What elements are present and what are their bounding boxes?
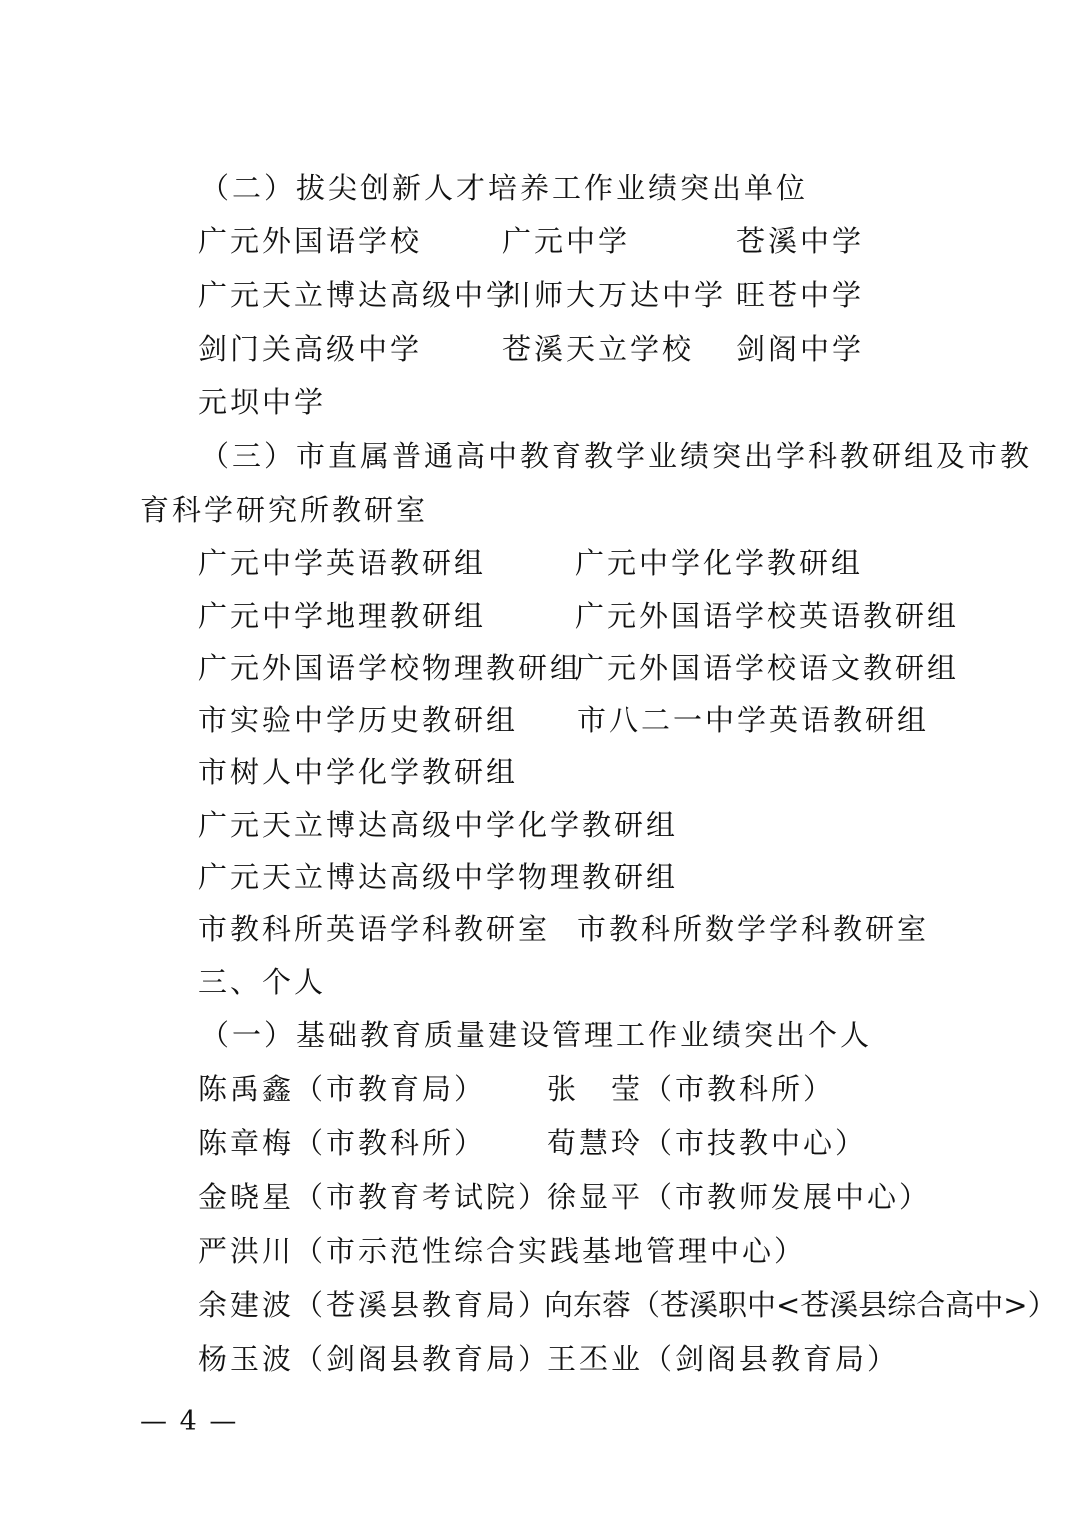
person-entry: 杨玉波（剑阁县教育局） (198, 1342, 551, 1376)
section-d-heading: （一）基础教育质量建设管理工作业绩突出个人 (200, 1018, 873, 1052)
person-entry: 金晓星（市教育考试院） (198, 1180, 551, 1214)
part3-heading: 三、个人 (198, 965, 327, 999)
section-c-heading-line2: 育科学研究所教研室 (140, 493, 429, 527)
group-name: 市八二一中学英语教研组 (577, 703, 930, 737)
group-name: 市教科所英语学科教研室 (198, 912, 551, 946)
unit-name: 旺苍中学 (736, 278, 865, 312)
person-entry: 张 莹（市教科所） (547, 1072, 836, 1106)
unit-name: 广元天立博达高级中学 (198, 278, 519, 312)
unit-name: 广元中学 (502, 224, 631, 258)
person-entry: 严洪川（市示范性综合实践基地管理中心） (198, 1234, 807, 1268)
person-entry: 陈禹鑫（市教育局） (198, 1072, 487, 1106)
person-entry: 向东蓉（苍溪职中<苍溪县综合高中>） (544, 1288, 1057, 1322)
person-entry: 徐显平（市教师发展中心） (547, 1180, 932, 1214)
unit-name: 苍溪天立学校 (502, 332, 695, 366)
page-number: — 4 — (140, 1406, 239, 1437)
section-b-heading: （二）拔尖创新人才培养工作业绩突出单位 (200, 171, 809, 205)
person-entry: 陈章梅（市教科所） (198, 1126, 487, 1160)
group-name: 广元中学地理教研组 (198, 599, 487, 633)
unit-name: 广元外国语学校 (198, 224, 423, 258)
unit-name: 元坝中学 (198, 385, 327, 419)
unit-name: 剑阁中学 (736, 332, 865, 366)
person-entry: 荀慧玲（市技教中心） (547, 1126, 868, 1160)
group-name: 广元中学化学教研组 (575, 546, 864, 580)
unit-name: 苍溪中学 (736, 224, 865, 258)
unit-name: 川师大万达中学 (502, 278, 727, 312)
unit-name: 剑门关高级中学 (198, 332, 423, 366)
person-entry: 余建波（苍溪县教育局） (198, 1288, 551, 1322)
group-name: 广元中学英语教研组 (198, 546, 487, 580)
group-name: 广元天立博达高级中学物理教研组 (198, 860, 679, 894)
group-name: 市实验中学历史教研组 (198, 703, 519, 737)
group-name: 广元外国语学校英语教研组 (575, 599, 960, 633)
person-entry: 王丕业（剑阁县教育局） (547, 1342, 900, 1376)
group-name: 广元外国语学校物理教研组 (198, 651, 583, 685)
group-name: 广元天立博达高级中学化学教研组 (198, 808, 679, 842)
group-name: 市教科所数学学科教研室 (577, 912, 930, 946)
group-name: 市树人中学化学教研组 (198, 755, 519, 789)
section-c-heading-line1: （三）市直属普通高中教育教学业绩突出学科教研组及市教 (200, 439, 1033, 473)
group-name: 广元外国语学校语文教研组 (575, 651, 960, 685)
